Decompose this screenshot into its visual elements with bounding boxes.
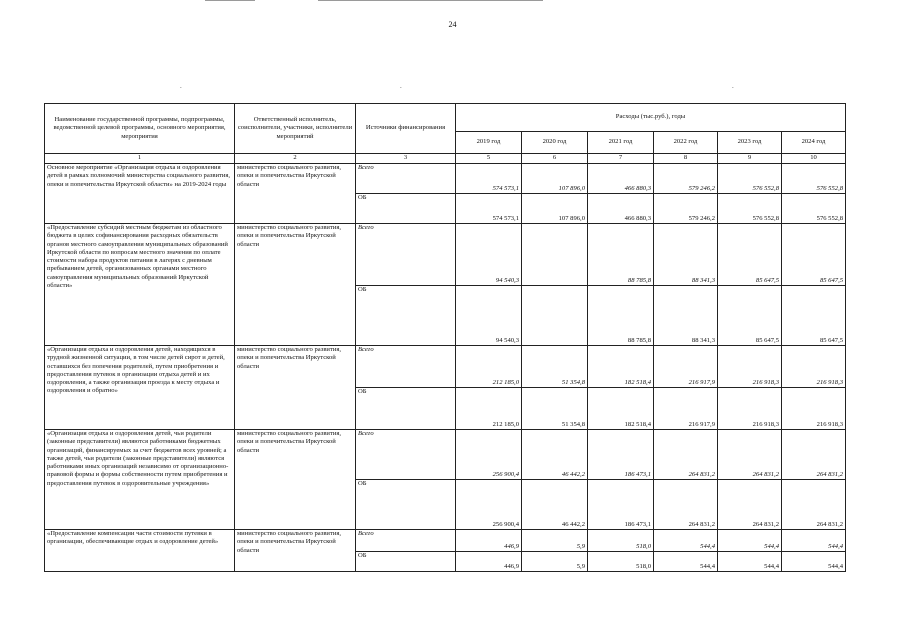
column-number: 7 [588, 154, 654, 164]
ob-value: 216 918,3 [782, 388, 846, 430]
ob-value: 186 473,1 [588, 480, 654, 530]
ob-value: 256 900,4 [456, 480, 522, 530]
total-value: 576 552,8 [718, 164, 782, 194]
header-year: 2022 год [654, 132, 718, 154]
total-value: 94 540,3 [456, 224, 522, 286]
scan-top-line-right [318, 0, 543, 1]
responsible-executor: министерство социального развития, опеки и попечительства Иркутской области [235, 164, 356, 224]
total-value: 85 647,5 [782, 224, 846, 286]
column-number: 2 [235, 154, 356, 164]
total-value: 264 831,2 [654, 430, 718, 480]
ob-value: 212 185,0 [456, 388, 522, 430]
measure-name: «Организация отдыха и оздоровления детей, находящихся в трудной жизненной ситуации, в том числе детей сирот и детей, оставшихся без попечения родителей, путем приобретения и предоставления путевок в организации отдыха детей и их оздоровления, а также организация проезда к месту отдыха и оздоровления и обратно» [45, 346, 235, 430]
measure-name: «Предоставление компенсации части стоимости путевки в организации, обеспечивающие отдых и оздоровление детей» [45, 530, 235, 572]
total-value: 446,9 [456, 530, 522, 552]
total-value: 216 918,3 [782, 346, 846, 388]
measure-name: «Организация отдыха и оздоровления детей, чьи родители (законные представители) являются работниками бюджетных организаций, финансируемых за счет бюджетов всех уровней; а также детей, чьи родители (законные представители) являются работниками иных организаций независимо от организационно-правовой формы и формы собственности путем приобретения и предоставления путевок в оздоровительные учреждения» [45, 430, 235, 530]
ob-value: 85 647,5 [718, 286, 782, 346]
total-value: 574 573,1 [456, 164, 522, 194]
source-total-label: Всего [356, 430, 456, 480]
column-number: 1 [45, 154, 235, 164]
total-value: 5,9 [522, 530, 588, 552]
total-value: 216 918,3 [718, 346, 782, 388]
column-number: 3 [356, 154, 456, 164]
header-year: 2021 год [588, 132, 654, 154]
source-total-label: Всего [356, 530, 456, 552]
ob-value: 264 831,2 [718, 480, 782, 530]
ob-value: 51 354,8 [522, 388, 588, 430]
total-value: 544,4 [782, 530, 846, 552]
ob-value: 182 518,4 [588, 388, 654, 430]
source-ob-label: ОБ [356, 552, 456, 572]
measure-name: «Предоставление субсидий местным бюджетам из областного бюджета в целях софинансирования расходных обязательств органов местного самоуправления муниципальных образований Иркутской области по вопросам местного значения по оплате стоимости набора продуктов питания в лагерях с дневным пребыванием детей, организованных органами местного самоуправления муниципальных образований Иркутской области» [45, 224, 235, 346]
column-number: 8 [654, 154, 718, 164]
total-value: 579 246,2 [654, 164, 718, 194]
ob-value: 264 831,2 [654, 480, 718, 530]
total-value: 107 896,0 [522, 164, 588, 194]
ob-value: 88 785,8 [588, 286, 654, 346]
ob-value: 216 917,9 [654, 388, 718, 430]
ob-value: 216 918,3 [718, 388, 782, 430]
total-value [522, 224, 588, 286]
column-number: 10 [782, 154, 846, 164]
ob-value: 94 540,3 [456, 286, 522, 346]
column-number: 6 [522, 154, 588, 164]
measure-name: Основное мероприятие «Организация отдыха и оздоровления детей в рамках полномочий министерства социального развития, опеки и попечительства Иркутской области» на 2019-2024 годы [45, 164, 235, 224]
source-total-label: Всего [356, 346, 456, 388]
column-number: 5 [456, 154, 522, 164]
total-value: 216 917,9 [654, 346, 718, 388]
total-value: 51 354,8 [522, 346, 588, 388]
source-ob-label: ОБ [356, 286, 456, 346]
ob-value: 264 831,2 [782, 480, 846, 530]
column-number: 9 [718, 154, 782, 164]
responsible-executor: министерство социального развития, опеки и попечительства Иркутской области [235, 346, 356, 430]
scan-speck: . [180, 82, 182, 90]
total-value: 264 831,2 [782, 430, 846, 480]
total-value: 88 341,3 [654, 224, 718, 286]
ob-value: 46 442,2 [522, 480, 588, 530]
scan-top-line-left [205, 0, 255, 1]
total-value: 212 185,0 [456, 346, 522, 388]
header-sources: Источники финансирования [356, 104, 456, 154]
ob-value: 579 246,2 [654, 194, 718, 224]
source-ob-label: ОБ [356, 480, 456, 530]
scan-speck: . [400, 82, 402, 90]
total-value: 576 552,8 [782, 164, 846, 194]
total-value: 264 831,2 [718, 430, 782, 480]
financing-table [44, 103, 846, 572]
total-value: 466 880,3 [588, 164, 654, 194]
header-year: 2024 год [782, 132, 846, 154]
ob-value: 5,9 [522, 552, 588, 572]
page-number: 24 [448, 20, 457, 29]
ob-value: 88 341,3 [654, 286, 718, 346]
total-value: 544,4 [654, 530, 718, 552]
ob-value: 576 552,8 [782, 194, 846, 224]
header-expenses: Расходы (тыс.руб.), годы [456, 104, 846, 132]
total-value: 88 785,8 [588, 224, 654, 286]
ob-value: 544,4 [654, 552, 718, 572]
total-value: 85 647,5 [718, 224, 782, 286]
source-ob-label: ОБ [356, 194, 456, 224]
ob-value: 544,4 [782, 552, 846, 572]
total-value: 544,4 [718, 530, 782, 552]
ob-value: 574 573,1 [456, 194, 522, 224]
ob-value: 107 896,0 [522, 194, 588, 224]
ob-value: 544,4 [718, 552, 782, 572]
total-value: 518,0 [588, 530, 654, 552]
ob-value: 85 647,5 [782, 286, 846, 346]
total-value: 186 473,1 [588, 430, 654, 480]
source-total-label: Всего [356, 224, 456, 286]
ob-value: 518,0 [588, 552, 654, 572]
header-year: 2019 год [456, 132, 522, 154]
total-value: 256 900,4 [456, 430, 522, 480]
ob-value: 466 880,3 [588, 194, 654, 224]
total-value: 182 518,4 [588, 346, 654, 388]
header-year: 2020 год [522, 132, 588, 154]
source-ob-label: ОБ [356, 388, 456, 430]
ob-value: 576 552,8 [718, 194, 782, 224]
ob-value [522, 286, 588, 346]
header-year: 2023 год [718, 132, 782, 154]
responsible-executor: министерство социального развития, опеки и попечительства Иркутской области [235, 430, 356, 530]
responsible-executor: министерство социального развития, опеки и попечительства Иркутской области [235, 530, 356, 572]
header-responsible: Ответственный исполнитель, соисполнители, участники, исполнители мероприятий [235, 104, 356, 154]
scan-speck: . [732, 82, 734, 90]
total-value: 46 442,2 [522, 430, 588, 480]
source-total-label: Всего [356, 164, 456, 194]
ob-value: 446,9 [456, 552, 522, 572]
header-name: Наименование государственной программы, подпрограммы, ведомственной целевой программы, основного мероприятия, мероприятия [45, 104, 235, 154]
responsible-executor: министерство социального развития, опеки и попечительства Иркутской области [235, 224, 356, 346]
